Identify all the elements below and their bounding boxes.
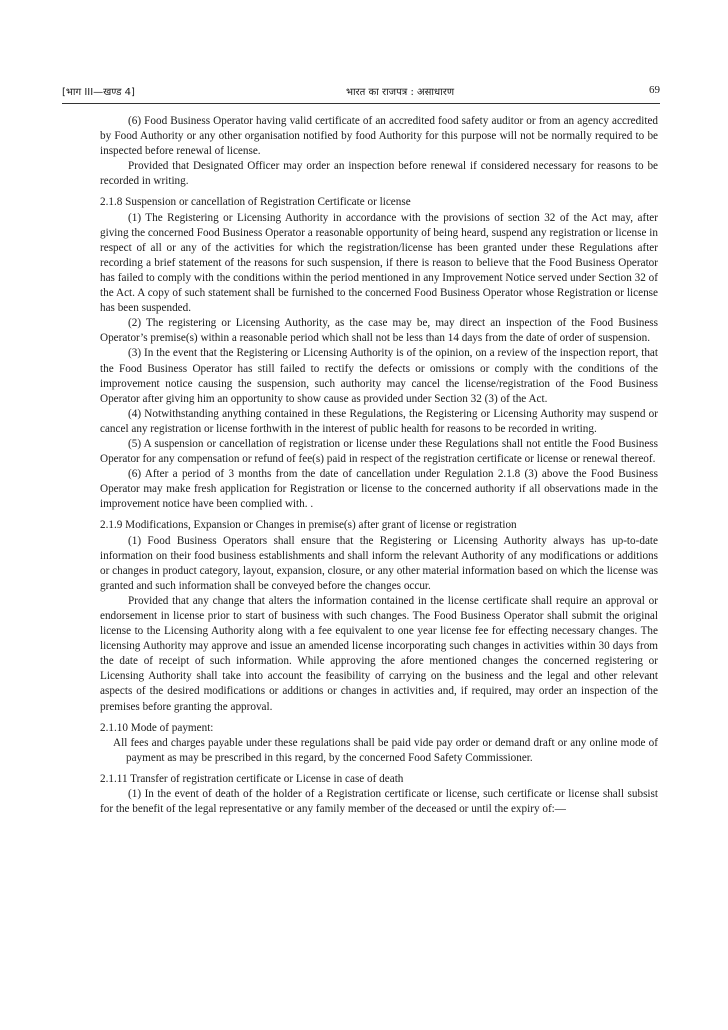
paragraph: (5) A suspension or cancellation of registration or license under these Regulations shall not entitle the Food Business Operator for any compensation or refund of fee(s) paid in respect of the registration certificate or license or renewal thereof. (100, 437, 658, 466)
page-header (62, 84, 660, 100)
gazette-part-label: [भाग III—खण्ड 4] (62, 87, 135, 98)
document-body (100, 114, 658, 817)
header-rule (62, 103, 660, 104)
paragraph: Provided that Designated Officer may order an inspection before renewal if considered necessary for reasons to be recorded in writing. (100, 160, 658, 188)
section-heading: 2.1.10 Mode of payment: (100, 721, 214, 734)
page-number: 69 (649, 84, 660, 96)
paragraph: (6) Food Business Operator having valid certificate of an accredited food safety auditor or from an agency accredited by Food Authority or any other organisation notified by food Authority for this purpose will not be normally required to be inspected before renewal of license. (100, 115, 658, 158)
gazette-title: भारत का राजपत्र : असाधारण (345, 87, 455, 98)
paragraph: Provided that any change that alters the information contained in the license certificate shall require an approval or endorsement in license prior to start of business with such changes. The Food Business Operator shall submit the original license to the Licensing Authority along with a fee equivalent to one year license fee for effecting necessary changes. The licensing Authority may approve and issue an amended license incorporating such changes in activities within 30 days from the date of receipt of such information. While approving the afore mentioned changes the concerned registering or Licensing Authority shall take into account the feasibility of carrying on the business and the legal and other relevant aspects of the desired modifications or additions or changes in activities and, if required, may order an inspection of the premises before granting the approval. (100, 594, 658, 713)
section-heading: 2.1.9 Modifications, Expansion or Changes in premise(s) after grant of license or registration (100, 519, 517, 532)
section-heading: 2.1.11 Transfer of registration certificate or License in case of death (100, 772, 404, 785)
paragraph: All fees and charges payable under these regulations shall be paid vide pay order or demand draft or any online mode of payment as may be prescribed in this regard, by the concerned Food Safety Commissioner. (113, 736, 658, 764)
section-heading: 2.1.8 Suspension or cancellation of Registration Certificate or license (100, 196, 411, 209)
paragraph: (2) The registering or Licensing Authority, as the case may be, may direct an inspection of the Food Business Operator’s premise(s) within a reasonable period which shall not be less than 14 days from the date of order of suspension. (100, 317, 658, 345)
paragraph: (1) The Registering or Licensing Authority in accordance with the provisions of section 32 of the Act may, after giving the concerned Food Business Operator a reasonable opportunity of being heard, suspend any registration or license in respect of all or any of the activities for which the registration/license has been granted under these Regulations after recording a brief statement of the reasons for such suspension, if there is reason to believe that the Food Business Operator has failed to comply with the conditions within the period mentioned in any Improvement Notice served under Section 32 of the Act. A copy of such statement shall be furnished to the concerned Food Business Operator whose Registration or license has been suspended. (100, 211, 658, 315)
paragraph: (1) In the event of death of the holder of a Registration certificate or license, such certificate or license shall subsist for the benefit of the legal representative or any family member of the deceased or until the expiry of:— (100, 788, 658, 816)
paragraph: (6) After a period of 3 months from the date of cancellation under Regulation 2.1.8 (3) above the Food Business Operator may make fresh application for Registration or license to the concerned authority if all observations made in the improvement notice have been complied with. . (100, 468, 658, 511)
paragraph: (3) In the event that the Registering or Licensing Authority is of the opinion, on a review of the inspection report, that the Food Business Operator has still failed to rectify the defects or omissions or comply with the conditions of the improvement notice causing the suspension, such authority may cancel the license/registration of the Food Business Operator after giving him an opportunity to show cause as provided under Section 32 (3) of the Act. (100, 347, 658, 405)
paragraph: (1) Food Business Operators shall ensure that the Registering or Licensing Authority always has up-to-date information on their food business establishments and shall inform the relevant Authority of any modifications or additions or changes in product category, layout, expansion, closure, or any other material information based on which the license was granted and such information shall be conveyed before the changes occur. (100, 534, 658, 592)
paragraph: (4) Notwithstanding anything contained in these Regulations, the Registering or Licensing Authority may suspend or cancel any registration or license forthwith in the interest of public health for reasons to be recorded in writing. (100, 407, 658, 435)
